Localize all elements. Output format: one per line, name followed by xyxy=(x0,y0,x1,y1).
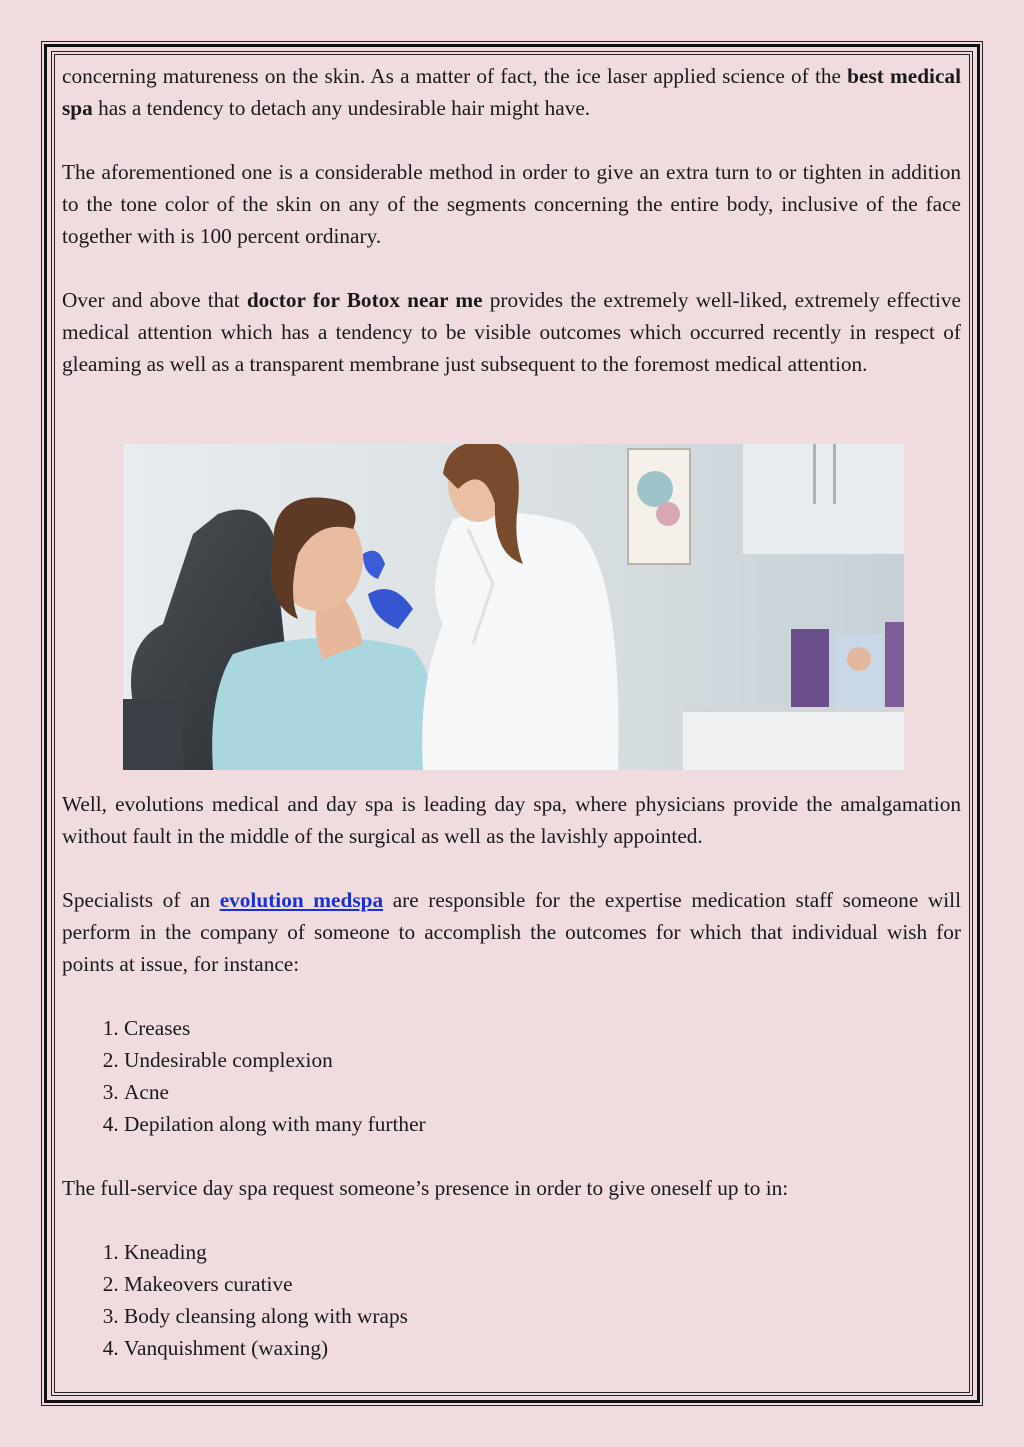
paragraph-1-text-b: has a tendency to detach any undesirable hair might have. xyxy=(92,96,591,120)
paragraph-3 xyxy=(62,284,961,380)
list-item: 2. Makeovers curative xyxy=(124,1268,961,1300)
paragraph-5-text-a: Specialists of an xyxy=(62,888,220,912)
paragraph-3-text-a: Over and above that xyxy=(62,288,247,312)
paragraph-1-text-a: concerning matureness on the skin. As a matter of fact, the ice laser applied science of the xyxy=(62,64,848,88)
paragraph-1 xyxy=(62,60,961,124)
paragraph-3-text-b: provides the extremely well-liked, extremely effective medical attention which has a tendency to be visible outcomes which occurred recently in respect of gleaming as well as a transparent membrane just subsequent to the foremost medical attention. xyxy=(62,288,961,376)
list-item: 4. Vanquishment (waxing) xyxy=(124,1332,961,1364)
clinic-treatment-photo xyxy=(123,444,904,770)
list-item: 4. Depilation along with many further xyxy=(124,1108,961,1140)
paragraph-2: The aforementioned one is a considerable method in order to give an extra turn to or tighten in addition to the tone color of the skin on any of the segments concerning the entire body, inclusive of the face together with is 100 percent ordinary. xyxy=(62,160,961,248)
evolution-medspa-link[interactable]: evolution medspa xyxy=(219,888,384,912)
paragraph-5 xyxy=(62,884,961,980)
list-item: 2. Undesirable complexion xyxy=(124,1044,961,1076)
photo-illustration xyxy=(123,444,904,770)
paragraph-6: The full-service day spa request someone’s presence in order to give oneself up to in: xyxy=(62,1176,789,1200)
best-medical-spa-bold: best medical spa xyxy=(62,64,961,120)
list-item: 3. Acne xyxy=(124,1076,961,1108)
botox-doctor-bold: doctor for Botox near me xyxy=(246,288,483,312)
list-item: 3. Body cleansing along with wraps xyxy=(124,1300,961,1332)
paragraph-5-text-b: are responsible for the expertise medication staff someone will perform in the company of someone to accomplish the outcomes for which that individual wish for points at issue, for instance: xyxy=(62,888,961,976)
spa-services-list xyxy=(62,1236,961,1364)
paragraph-4: Well, evolutions medical and day spa is leading day spa, where physicians provide the amalgamation without fault in the middle of the surgical as well as the lavishly appointed. xyxy=(62,792,961,848)
treatment-list xyxy=(62,1012,961,1140)
list-item: 1. Creases xyxy=(124,1012,961,1044)
list-item: 1. Kneading xyxy=(124,1236,961,1268)
